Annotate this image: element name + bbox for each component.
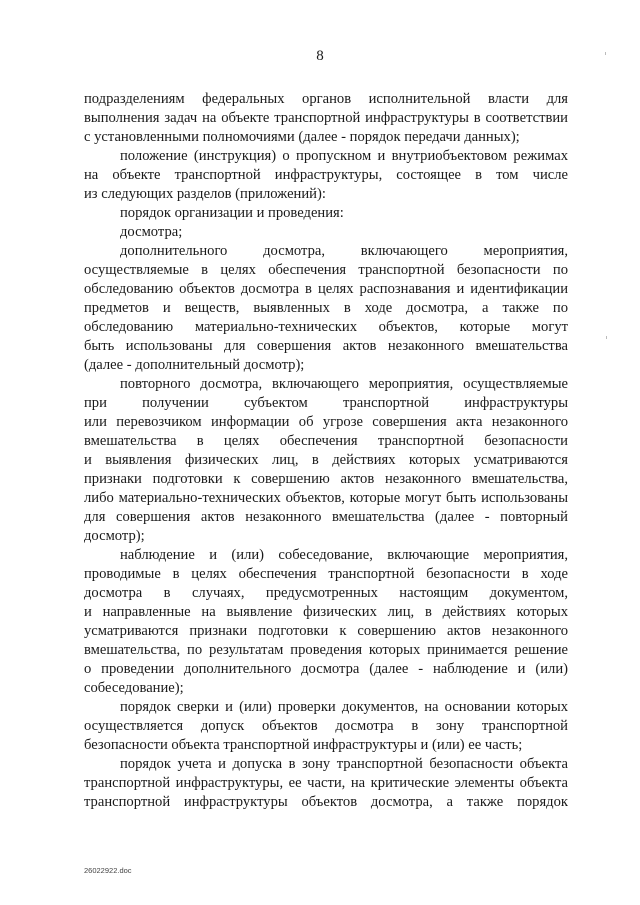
text-line: дополнительного досмотра, включающего мероприятия, [120,243,568,259]
text-line: осуществляется допуск объектов досмотра в зону транспортной [84,718,568,734]
text-line: вмешательства в целях обеспечения транспортной безопасности [84,433,568,449]
text-line: порядок сверки и (или) проверки документов, на основании которых [120,699,568,715]
text-line: предметов и веществ, выявленных в ходе досмотра, а также по [84,300,568,316]
file-name-footer: 26022922.doc [84,866,132,875]
text-line: (далее - дополнительный досмотр); [84,357,305,373]
text-line: порядок учета и допуска в зону транспортной безопасности объекта [120,756,568,772]
document-body-text [84,90,568,812]
text-line: проводимые в целях обеспечения транспортной безопасности в ходе [84,566,568,582]
text-line: наблюдение и (или) собеседование, включающие мероприятия, [120,547,568,563]
text-line: досмотра; [120,224,183,240]
text-line: выполнения задач на объекте транспортной инфраструктуры в соответствии [84,110,568,126]
text-line: признаки подготовки к совершению актов незаконного вмешательства, [84,471,568,487]
page-number: 8 [316,48,324,64]
text-line: или перевозчиком информации об угрозе совершения акта незаконного [84,414,568,430]
scan-edge-mark [606,336,607,339]
text-line: порядок организации и проведения: [120,205,344,221]
text-line: досмотр); [84,528,145,544]
scan-edge-mark [605,52,606,55]
text-line: обследованию объектов досмотра в целях распознавания и идентификации [84,281,568,297]
text-line: вмешательства, по результатам проведения которых принимается решение [84,642,568,658]
text-line: с установленными полномочиями (далее - порядок передачи данных); [84,129,520,145]
text-line: транспортной инфраструктуры объектов досмотра, а также порядок [84,794,568,810]
text-line: и выявления физических лиц, в действиях которых усматриваются [84,452,568,468]
text-line: для совершения актов незаконного вмешательства (далее - повторный [84,509,568,525]
text-line: транспортной инфраструктуры, ее части, на критические элементы объекта [84,775,568,791]
text-line: положение (инструкция) о пропускном и внутриобъектовом режимах [120,148,568,164]
text-line: и направленные на выявление физических лиц, в действиях которых [84,604,568,620]
text-line: либо материально-технических объектов, которые могут быть использованы [84,490,568,506]
text-line: безопасности объекта транспортной инфраструктуры и (или) ее часть; [84,737,523,753]
text-line: на объекте транспортной инфраструктуры, состоящее в том числе [84,167,568,183]
text-line: из следующих разделов (приложений): [84,186,326,202]
text-line: подразделениям федеральных органов исполнительной власти для [84,91,568,107]
text-line: осуществляемые в целях обеспечения транспортной безопасности по [84,262,568,278]
text-line: быть использованы для совершения актов незаконного вмешательства [84,338,568,354]
text-line: обследованию материально-технических объектов, которые могут [84,319,568,335]
text-line: собеседование); [84,680,184,696]
text-line: о проведении дополнительного досмотра (далее - наблюдение и (или) [84,661,568,677]
text-line: досмотра в случаях, предусмотренных настоящим документом, [84,585,568,601]
text-line: усматриваются признаки подготовки к совершению актов незаконного [84,623,568,639]
text-line: при получении субъектом транспортной инфраструктуры [84,395,568,411]
text-line: повторного досмотра, включающего мероприятия, осуществляемые [120,376,568,392]
